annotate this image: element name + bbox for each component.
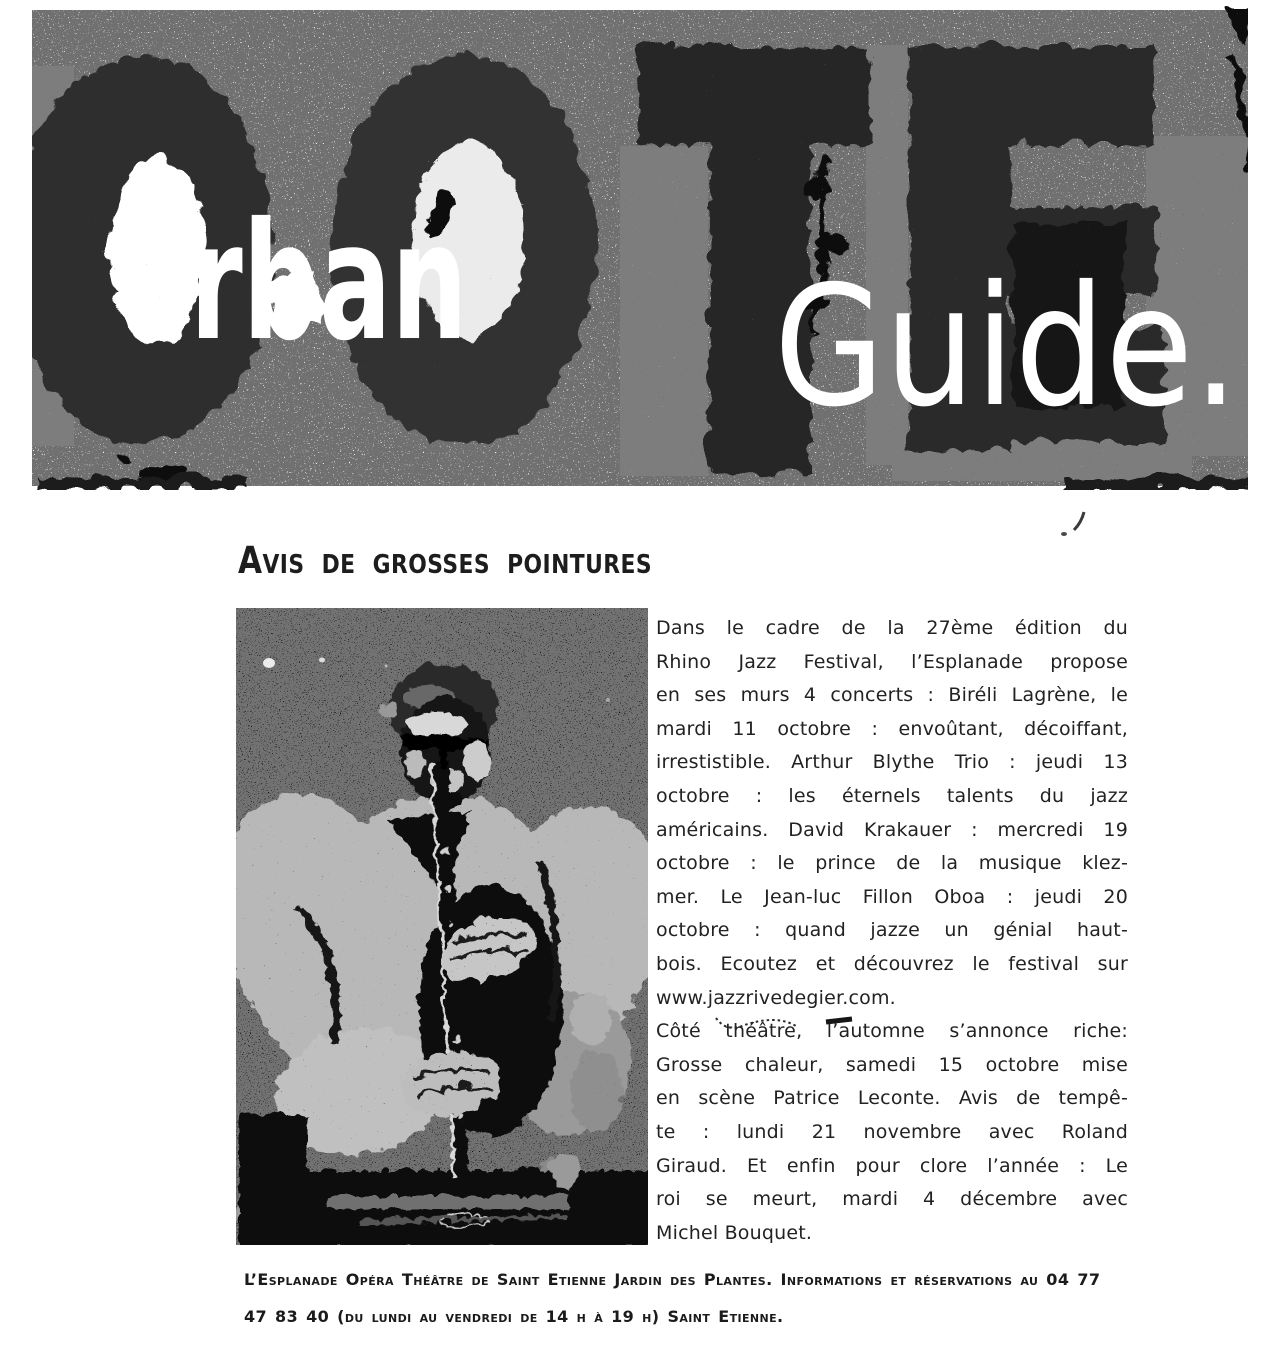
url-underline-squiggle (712, 1006, 872, 1036)
body-text-line: en ses murs 4 concerts : Biréli Lagrène, le (656, 684, 1128, 707)
footer-text-line: L’Esplanade Opéra Théâtre de Saint Etienne Jardin des Plantes. Informations et réservations au 04 77 (244, 1270, 1101, 1289)
article-headline: Avis de grosses pointures (238, 539, 652, 582)
body-text-line: mardi 11 octobre : envoûtant, décoiffant, (656, 717, 1128, 740)
body-text-line: octobre : les éternels talents du jazz (656, 784, 1128, 807)
masthead-art (32, 6, 1248, 490)
body-text-line: mer. Le Jean-luc Fillon Oboa : jeudi 20 (656, 885, 1128, 908)
body-text-line: te : lundi 21 novembre avec Roland (656, 1120, 1128, 1143)
body-text-line: Côté théâtre, l’automne s’annonce riche: (656, 1020, 1128, 1043)
footer-text-line: 47 83 40 (du lundi au vendredi de 14 h à 19 h) Saint Etienne. (244, 1307, 784, 1326)
body-text-line: www.jazzrivedegier.com. (656, 986, 896, 1009)
body-text-line: irrestistible. Arthur Blythe Trio : jeudi 13 (656, 751, 1128, 774)
body-text-line: Rhino Jazz Festival, l’Esplanade propose (656, 650, 1128, 673)
scan-artifact-mark (1056, 508, 1096, 542)
body-text-line: Giraud. Et enfin pour clore l’année : Le (656, 1154, 1128, 1177)
body-text-line: Michel Bouquet. (656, 1221, 813, 1244)
masthead-urban-text: rban (190, 189, 468, 377)
body-text-line: américains. David Krakauer : mercredi 19 (656, 818, 1128, 841)
article-photo (236, 608, 648, 1245)
body-text-line: bois. Ecoutez et découvrez le festival sur (656, 952, 1128, 975)
article-footer (244, 1261, 1204, 1335)
body-text-line: octobre : quand jazze un génial haut- (656, 919, 1128, 942)
masthead-guide-text: Guide. (774, 249, 1239, 444)
body-text-line: Dans le cadre de la 27ème édition du (656, 617, 1128, 639)
body-text-line: roi se meurt, mardi 4 décembre avec (656, 1188, 1128, 1211)
article-paragraph-2 (656, 1015, 1128, 1250)
article-body (656, 612, 1128, 1250)
body-text-line: en scène Patrice Leconte. Avis de tempê- (656, 1087, 1128, 1110)
article-paragraph-1 (656, 612, 1128, 1015)
body-text-line: octobre : le prince de la musique klez- (656, 852, 1128, 875)
body-text-line: Grosse chaleur, samedi 15 octobre mise (656, 1053, 1128, 1076)
